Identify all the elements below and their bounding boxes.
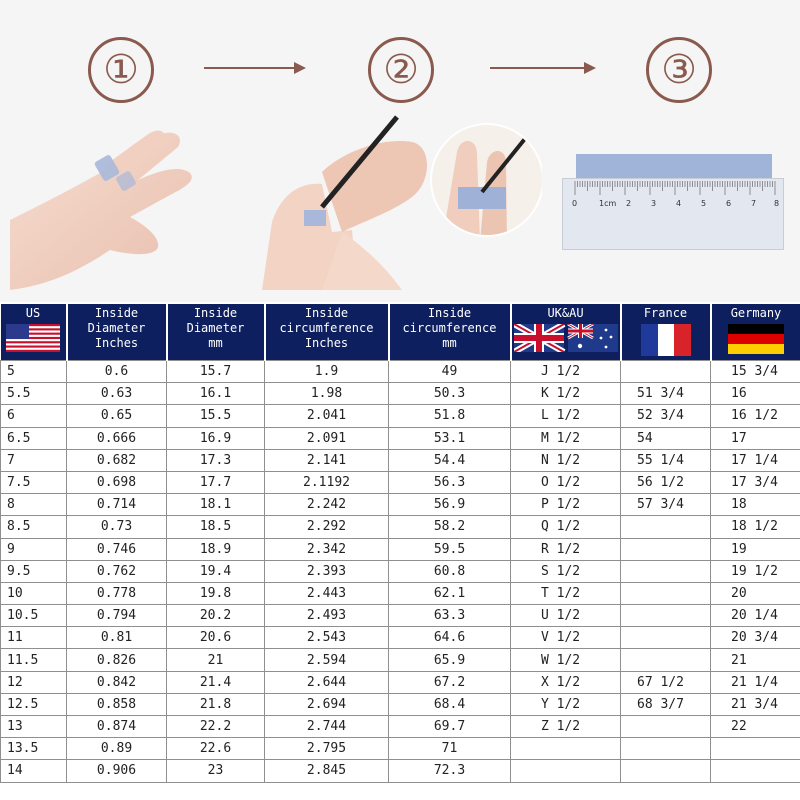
inside-diameter-mm-cell: 15.7 [167, 361, 265, 383]
inside-diameter-inches-cell: 0.794 [67, 605, 167, 627]
inside-diameter-mm-cell: 21 [167, 649, 265, 671]
header-germany [711, 304, 800, 361]
france-size-cell [621, 582, 711, 604]
france-size-cell [621, 560, 711, 582]
hand-with-paper-strip-image [10, 125, 210, 290]
strip-on-ruler-image [562, 150, 784, 252]
header-inside-diameter-inches [67, 304, 167, 361]
inside-circumference-mm-cell: 72.3 [389, 760, 511, 782]
ruler-label-0: 0 [572, 199, 578, 208]
uk-flag-icon [514, 324, 564, 352]
us-size-cell: 10.5 [1, 605, 67, 627]
header-germany-label: Germany [730, 306, 782, 320]
header-inside-diameter-mm [167, 304, 265, 361]
ruler-label-3: 3 [651, 199, 657, 208]
us-size-cell: 6.5 [1, 427, 67, 449]
header-uk-au [511, 304, 621, 361]
inside-diameter-inches-cell: 0.698 [67, 471, 167, 493]
us-size-cell: 12 [1, 671, 67, 693]
germany-size-cell: 20 1/4 [711, 605, 800, 627]
inside-diameter-inches-cell: 0.714 [67, 494, 167, 516]
ruler-label-5: 5 [701, 199, 707, 208]
inside-circumference-mm-cell: 69.7 [389, 716, 511, 738]
inside-diameter-inches-cell: 0.89 [67, 738, 167, 760]
uk-au-size-cell [511, 738, 621, 760]
table-header-row [1, 304, 800, 361]
table-row [1, 538, 800, 560]
inside-diameter-inches-cell: 0.682 [67, 449, 167, 471]
inside-circumference-mm-cell: 54.4 [389, 449, 511, 471]
inside-circumference-mm-cell: 68.4 [389, 693, 511, 715]
inside-circumference-inches-cell: 2.342 [265, 538, 389, 560]
inside-diameter-inches-cell: 0.858 [67, 693, 167, 715]
germany-size-cell: 17 1/4 [711, 449, 800, 471]
uk-au-size-cell: N 1/2 [511, 449, 621, 471]
header-inside-circumference-inches [265, 304, 389, 361]
au-flag-icon [568, 324, 618, 352]
us-size-cell: 5 [1, 361, 67, 383]
table-row [1, 627, 800, 649]
us-size-cell: 12.5 [1, 693, 67, 715]
uk-au-size-cell: Z 1/2 [511, 716, 621, 738]
header-line: Inches [304, 336, 349, 350]
ring-size-conversion-table [0, 304, 800, 783]
germany-size-cell: 21 [711, 649, 800, 671]
france-size-cell [621, 649, 711, 671]
us-size-cell: 11.5 [1, 649, 67, 671]
uk-au-size-cell: U 1/2 [511, 605, 621, 627]
france-size-cell [621, 361, 711, 383]
ruler-label-8: 8 [774, 199, 780, 208]
germany-size-cell: 20 3/4 [711, 627, 800, 649]
header-line: Inside [94, 306, 139, 320]
inside-circumference-mm-cell: 65.9 [389, 649, 511, 671]
header-line: circumference [402, 321, 497, 335]
inside-circumference-mm-cell: 62.1 [389, 582, 511, 604]
inside-circumference-inches-cell: 2.041 [265, 405, 389, 427]
table-row [1, 716, 800, 738]
arrow-right-icon [204, 67, 304, 69]
table-row [1, 449, 800, 471]
inside-circumference-inches-cell: 2.393 [265, 560, 389, 582]
table-row [1, 582, 800, 604]
us-size-cell: 8 [1, 494, 67, 516]
france-flag-icon [641, 324, 691, 356]
header-inside-circumference-mm [389, 304, 511, 361]
inside-circumference-mm-cell: 56.9 [389, 494, 511, 516]
uk-au-size-cell: T 1/2 [511, 582, 621, 604]
us-size-cell: 13.5 [1, 738, 67, 760]
table-row [1, 471, 800, 493]
inside-diameter-mm-cell: 18.9 [167, 538, 265, 560]
inside-diameter-inches-cell: 0.906 [67, 760, 167, 782]
table-row [1, 383, 800, 405]
inside-circumference-inches-cell: 2.292 [265, 516, 389, 538]
inside-diameter-inches-cell: 0.778 [67, 582, 167, 604]
germany-size-cell: 19 [711, 538, 800, 560]
inside-diameter-mm-cell: 16.9 [167, 427, 265, 449]
inside-circumference-inches-cell: 2.795 [265, 738, 389, 760]
inside-diameter-inches-cell: 0.826 [67, 649, 167, 671]
france-size-cell: 67 1/2 [621, 671, 711, 693]
us-size-cell: 8.5 [1, 516, 67, 538]
uk-au-size-cell: L 1/2 [511, 405, 621, 427]
header-france [621, 304, 711, 361]
uk-au-size-cell: X 1/2 [511, 671, 621, 693]
inside-circumference-mm-cell: 71 [389, 738, 511, 760]
us-size-cell: 9.5 [1, 560, 67, 582]
table-row [1, 405, 800, 427]
inside-diameter-inches-cell: 0.81 [67, 627, 167, 649]
inside-diameter-inches-cell: 0.6 [67, 361, 167, 383]
header-line: Diameter [186, 321, 245, 335]
inside-circumference-inches-cell: 2.644 [265, 671, 389, 693]
uk-au-size-cell [511, 760, 621, 782]
france-size-cell [621, 605, 711, 627]
us-size-cell: 5.5 [1, 383, 67, 405]
germany-size-cell: 17 [711, 427, 800, 449]
ruler-label-1cm: 1cm [599, 199, 617, 208]
ruler-label-2: 2 [626, 199, 632, 208]
us-flag-icon [6, 324, 60, 352]
ruler-label-6: 6 [726, 199, 732, 208]
table-row [1, 361, 800, 383]
us-size-cell: 7.5 [1, 471, 67, 493]
uk-au-size-cell: J 1/2 [511, 361, 621, 383]
inside-diameter-mm-cell: 18.1 [167, 494, 265, 516]
inside-circumference-mm-cell: 50.3 [389, 383, 511, 405]
inside-diameter-mm-cell: 19.8 [167, 582, 265, 604]
us-size-cell: 14 [1, 760, 67, 782]
table-row [1, 427, 800, 449]
table-row [1, 693, 800, 715]
germany-size-cell: 17 3/4 [711, 471, 800, 493]
uk-au-size-cell: P 1/2 [511, 494, 621, 516]
inside-diameter-mm-cell: 20.6 [167, 627, 265, 649]
inside-diameter-mm-cell: 23 [167, 760, 265, 782]
paper-strip [576, 154, 772, 178]
inside-diameter-mm-cell: 21.8 [167, 693, 265, 715]
uk-au-size-cell: Q 1/2 [511, 516, 621, 538]
uk-au-size-cell: V 1/2 [511, 627, 621, 649]
inside-circumference-inches-cell: 2.1192 [265, 471, 389, 493]
inside-diameter-mm-cell: 21.4 [167, 671, 265, 693]
us-size-cell: 10 [1, 582, 67, 604]
france-size-cell: 55 1/4 [621, 449, 711, 471]
uk-au-size-cell: S 1/2 [511, 560, 621, 582]
header-france-label: France [643, 306, 688, 320]
header-line: Inside [193, 306, 238, 320]
header-line: mm [208, 336, 223, 350]
france-size-cell [621, 716, 711, 738]
germany-size-cell: 21 3/4 [711, 693, 800, 715]
inside-diameter-inches-cell: 0.63 [67, 383, 167, 405]
inside-circumference-inches-cell: 1.98 [265, 383, 389, 405]
ruler-ticks [563, 181, 785, 201]
arrow-right-icon [490, 67, 594, 69]
ruler-label-7: 7 [751, 199, 757, 208]
inside-circumference-mm-cell: 53.1 [389, 427, 511, 449]
france-size-cell [621, 760, 711, 782]
table-row [1, 605, 800, 627]
inside-circumference-inches-cell: 2.694 [265, 693, 389, 715]
inside-diameter-mm-cell: 20.2 [167, 605, 265, 627]
france-size-cell: 52 3/4 [621, 405, 711, 427]
inside-diameter-inches-cell: 0.762 [67, 560, 167, 582]
germany-size-cell [711, 738, 800, 760]
inside-diameter-mm-cell: 22.2 [167, 716, 265, 738]
inside-circumference-mm-cell: 67.2 [389, 671, 511, 693]
inside-circumference-inches-cell: 2.744 [265, 716, 389, 738]
inside-circumference-inches-cell: 2.493 [265, 605, 389, 627]
inside-circumference-inches-cell: 2.443 [265, 582, 389, 604]
france-size-cell [621, 516, 711, 538]
inside-diameter-inches-cell: 0.874 [67, 716, 167, 738]
germany-flag-icon [728, 324, 784, 354]
inside-circumference-mm-cell: 64.6 [389, 627, 511, 649]
germany-size-cell [711, 760, 800, 782]
header-us-label: US [25, 306, 41, 320]
inside-circumference-inches-cell: 2.091 [265, 427, 389, 449]
uk-au-size-cell: O 1/2 [511, 471, 621, 493]
inside-diameter-inches-cell: 0.65 [67, 405, 167, 427]
france-size-cell: 68 3/7 [621, 693, 711, 715]
inside-circumference-inches-cell: 1.9 [265, 361, 389, 383]
table-row [1, 516, 800, 538]
us-size-cell: 7 [1, 449, 67, 471]
inside-circumference-inches-cell: 2.242 [265, 494, 389, 516]
france-size-cell [621, 538, 711, 560]
ruler-label-4: 4 [676, 199, 682, 208]
inside-diameter-inches-cell: 0.746 [67, 538, 167, 560]
header-line: Inside [304, 306, 349, 320]
ruler [562, 178, 784, 250]
inside-diameter-mm-cell: 15.5 [167, 405, 265, 427]
inside-circumference-inches-cell: 2.594 [265, 649, 389, 671]
germany-size-cell: 22 [711, 716, 800, 738]
inside-diameter-mm-cell: 22.6 [167, 738, 265, 760]
header-line: circumference [279, 321, 374, 335]
france-size-cell: 57 3/4 [621, 494, 711, 516]
inside-circumference-inches-cell: 2.543 [265, 627, 389, 649]
france-size-cell [621, 738, 711, 760]
inside-circumference-mm-cell: 59.5 [389, 538, 511, 560]
table-row [1, 649, 800, 671]
measuring-instructions [0, 0, 800, 302]
step-3-number: ③ [646, 37, 712, 103]
us-size-cell: 13 [1, 716, 67, 738]
germany-size-cell: 20 [711, 582, 800, 604]
us-size-cell: 9 [1, 538, 67, 560]
inside-circumference-inches-cell: 2.845 [265, 760, 389, 782]
inside-circumference-mm-cell: 49 [389, 361, 511, 383]
header-line: mm [442, 336, 457, 350]
inside-diameter-inches-cell: 0.73 [67, 516, 167, 538]
germany-size-cell: 21 1/4 [711, 671, 800, 693]
marking-strip-with-pen-image [262, 112, 542, 290]
germany-size-cell: 15 3/4 [711, 361, 800, 383]
inside-diameter-mm-cell: 19.4 [167, 560, 265, 582]
inside-diameter-mm-cell: 16.1 [167, 383, 265, 405]
inside-circumference-mm-cell: 63.3 [389, 605, 511, 627]
inside-diameter-mm-cell: 17.3 [167, 449, 265, 471]
germany-size-cell: 16 1/2 [711, 405, 800, 427]
france-size-cell: 56 1/2 [621, 471, 711, 493]
germany-size-cell: 18 1/2 [711, 516, 800, 538]
inside-circumference-inches-cell: 2.141 [265, 449, 389, 471]
uk-au-size-cell: K 1/2 [511, 383, 621, 405]
france-size-cell: 54 [621, 427, 711, 449]
france-size-cell [621, 627, 711, 649]
header-uk-au-label: UK&AU [547, 306, 584, 320]
germany-size-cell: 18 [711, 494, 800, 516]
table-row [1, 494, 800, 516]
uk-au-flags-icon [514, 324, 618, 352]
uk-au-size-cell: M 1/2 [511, 427, 621, 449]
inside-diameter-inches-cell: 0.666 [67, 427, 167, 449]
inside-diameter-mm-cell: 18.5 [167, 516, 265, 538]
germany-size-cell: 16 [711, 383, 800, 405]
header-line: Inches [94, 336, 139, 350]
inside-diameter-mm-cell: 17.7 [167, 471, 265, 493]
table-body [1, 361, 800, 783]
table-row [1, 560, 800, 582]
step-2-number: ② [368, 37, 434, 103]
us-size-cell: 6 [1, 405, 67, 427]
step-1-number: ① [88, 37, 154, 103]
header-line: Inside [427, 306, 472, 320]
uk-au-size-cell: R 1/2 [511, 538, 621, 560]
inside-circumference-mm-cell: 60.8 [389, 560, 511, 582]
table-row [1, 738, 800, 760]
inside-diameter-inches-cell: 0.842 [67, 671, 167, 693]
germany-size-cell: 19 1/2 [711, 560, 800, 582]
table-row [1, 760, 800, 782]
uk-au-size-cell: Y 1/2 [511, 693, 621, 715]
us-size-cell: 11 [1, 627, 67, 649]
table-row [1, 671, 800, 693]
france-size-cell: 51 3/4 [621, 383, 711, 405]
header-us [1, 304, 67, 361]
uk-au-size-cell: W 1/2 [511, 649, 621, 671]
inside-circumference-mm-cell: 51.8 [389, 405, 511, 427]
inside-circumference-mm-cell: 56.3 [389, 471, 511, 493]
inside-circumference-mm-cell: 58.2 [389, 516, 511, 538]
header-line: Diameter [87, 321, 146, 335]
